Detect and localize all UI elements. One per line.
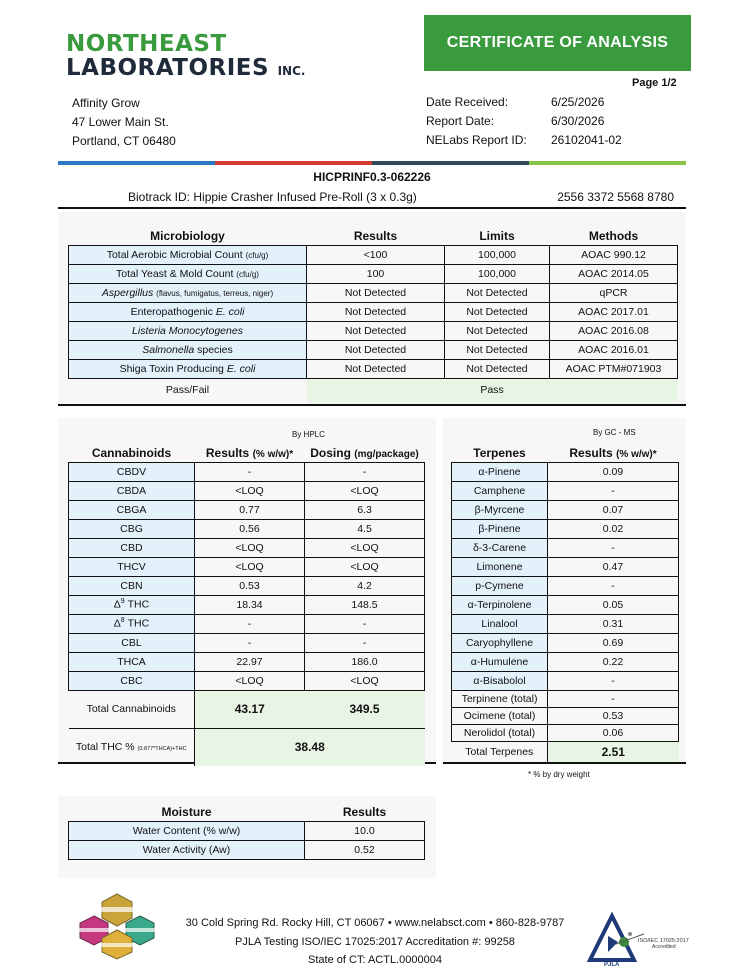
table-row (452, 538, 679, 557)
terp-name: β-Myrcene (452, 500, 548, 519)
table-row (69, 462, 425, 481)
terp-subtotal-name: Nerolidol (total) (452, 724, 548, 741)
cann-name: Δ (113, 617, 121, 630)
sample-name: Hippie Crasher Infused Pre-Roll (3 x 0.3g) (193, 190, 417, 204)
micro-header-limits: Limits (445, 227, 550, 245)
hplc-method: By HPLC (292, 430, 325, 439)
micro-method: qPCR (550, 283, 678, 302)
terp-name: Linalool (452, 614, 548, 633)
client-address (72, 94, 176, 151)
total-terpenes-label: Total Terpenes (465, 745, 534, 758)
micro-name: Shiga Toxin Producing (119, 362, 224, 375)
cann-dosing: - (305, 614, 425, 633)
moist-result: 10.0 (305, 821, 425, 840)
micro-limit: Not Detected (445, 302, 550, 321)
cann-name: CBG (69, 519, 195, 538)
terp-name: Caryophyllene (452, 633, 548, 652)
cann-header-results: Results (205, 445, 250, 460)
report-date-label: Report Date: (426, 114, 495, 128)
micro-name-em: E. coli (226, 362, 256, 375)
table-row (69, 359, 678, 378)
terp-result: 0.02 (548, 519, 679, 538)
table-row (69, 595, 425, 614)
terp-result: 0.05 (548, 595, 679, 614)
micro-limit: Not Detected (445, 359, 550, 378)
cann-dosing: 186.0 (305, 652, 425, 671)
cann-result: <LOQ (195, 557, 305, 576)
table-row (452, 707, 679, 724)
date-received-value: 6/25/2026 (551, 95, 605, 109)
cann-name: CBDV (69, 462, 195, 481)
biotrack-label: Biotrack ID: (128, 190, 191, 204)
client-city: Portland, CT 06480 (72, 134, 176, 148)
total-thc-row (69, 728, 425, 766)
terp-result: 0.22 (548, 652, 679, 671)
cann-dosing: - (305, 633, 425, 652)
terp-name: δ-3-Carene (452, 538, 548, 557)
cann-result: - (195, 633, 305, 652)
table-row (69, 264, 678, 283)
micro-result: Not Detected (307, 302, 445, 321)
table-row (452, 481, 679, 500)
moist-result: 0.52 (305, 840, 425, 859)
micro-method: AOAC 2016.01 (550, 340, 678, 359)
cann-dosing: <LOQ (305, 481, 425, 500)
micro-header-name: Microbiology (69, 227, 307, 245)
sample-info (58, 165, 686, 209)
total-cannabinoids-dosing: 349.5 (305, 690, 425, 728)
company-logo (66, 32, 305, 83)
cann-name: THCV (69, 557, 195, 576)
date-received-label: Date Received: (426, 95, 509, 109)
cann-header-results-unit: (% w/w)* (252, 448, 294, 460)
terp-result: 0.47 (548, 557, 679, 576)
table-row (69, 481, 425, 500)
table-row (452, 633, 679, 652)
moist-header-results: Results (305, 803, 425, 821)
cann-result: <LOQ (195, 481, 305, 500)
terp-name: α-Pinene (452, 462, 548, 481)
moist-name: Water Activity (Aw) (69, 840, 305, 859)
document-title: CERTIFICATE OF ANALYSIS (424, 15, 691, 71)
footer-accreditation: PJLA Testing ISO/IEC 17025:2017 Accreditation #: 99258 (235, 935, 515, 948)
micro-name: Salmonella (142, 343, 195, 356)
table-row (69, 576, 425, 595)
cann-dosing: 6.3 (305, 500, 425, 519)
table-row (452, 462, 679, 481)
footer-address: 30 Cold Spring Rd. Rocky Hill, CT 06067 • www.nelabsct.com • 860-828-9787 (185, 917, 565, 929)
total-cannabinoids-result: 43.17 (195, 690, 305, 728)
table-row (69, 340, 678, 359)
client-street: 47 Lower Main St. (72, 115, 169, 129)
cann-name: THCA (69, 652, 195, 671)
terp-name: α-Humulene (452, 652, 548, 671)
total-cannabinoids-label: Total Cannabinoids (69, 690, 195, 728)
table-row (452, 576, 679, 595)
terp-name: α-Bisabolol (452, 671, 548, 690)
cann-dosing: 148.5 (305, 595, 425, 614)
cann-name: CBN (69, 576, 195, 595)
terp-subtotal-result: 0.06 (548, 724, 679, 741)
micro-name: Listeria Monocytogenes (132, 324, 243, 337)
table-row (452, 500, 679, 519)
micro-result: Not Detected (307, 321, 445, 340)
table-row (69, 519, 425, 538)
micro-name: Enteropathogenic (130, 305, 213, 318)
terp-subtotal-name: Ocimene (total) (452, 707, 548, 724)
cann-header-dosing-unit: (mg/package) (354, 448, 419, 460)
micro-limit: 100,000 (445, 264, 550, 283)
table-row (452, 519, 679, 538)
micro-header-methods: Methods (550, 227, 678, 245)
microbiology-table (68, 227, 678, 402)
micro-result: Not Detected (307, 340, 445, 359)
moist-name: Water Content (% w/w) (69, 821, 305, 840)
micro-method: AOAC 2016.08 (550, 321, 678, 340)
gcms-method: By GC - MS (593, 428, 636, 437)
table-row (452, 690, 679, 707)
logo-line2: LABORATORIES (66, 55, 270, 81)
micro-name: Total Aerobic Microbial Count (106, 248, 243, 261)
terp-result: 0.09 (548, 462, 679, 481)
cann-result: - (195, 462, 305, 481)
cann-name: CBD (69, 538, 195, 557)
micro-method: AOAC 2014.05 (550, 264, 678, 283)
pjla-accreditation-icon (586, 912, 696, 967)
table-row (69, 671, 425, 690)
terp-header-name: Terpenes (452, 444, 548, 462)
cann-result: 0.77 (195, 500, 305, 519)
total-thc-formula: (0.877*THCA)+THC (137, 746, 187, 753)
cann-name: CBC (69, 671, 195, 690)
table-row (69, 302, 678, 321)
terp-subtotal-result: 0.53 (548, 707, 679, 724)
client-name: Affinity Grow (72, 96, 140, 110)
cann-dosing: 4.2 (305, 576, 425, 595)
micro-limit: 100,000 (445, 245, 550, 264)
table-row (452, 595, 679, 614)
micro-name-em: E. coli (215, 305, 245, 318)
terp-subtotal-result: - (548, 690, 679, 707)
passfail-row (69, 378, 678, 402)
report-id-value: 26102041-02 (551, 133, 622, 147)
logo-line1: NORTHEAST (66, 31, 227, 57)
dry-weight-note: * % by dry weight (528, 770, 590, 779)
table-row (452, 652, 679, 671)
cann-result: <LOQ (195, 671, 305, 690)
micro-result: Not Detected (307, 283, 445, 302)
cann-dosing: - (305, 462, 425, 481)
table-row (69, 614, 425, 633)
micro-result: 100 (307, 264, 445, 283)
table-row (452, 671, 679, 690)
terp-name: α-Terpinolene (452, 595, 548, 614)
micro-name: Aspergillus (101, 286, 154, 299)
table-row (69, 557, 425, 576)
cannabinoids-table (68, 444, 425, 766)
terp-result: 0.69 (548, 633, 679, 652)
cann-name: CBL (69, 633, 195, 652)
micro-limit: Not Detected (445, 340, 550, 359)
micro-unit: (cfu/g) (245, 250, 269, 260)
micro-result: <100 (307, 245, 445, 264)
table-row (69, 633, 425, 652)
terp-result: - (548, 481, 679, 500)
terp-subtotal-name: Terpinene (total) (452, 690, 548, 707)
terpenes-table (451, 444, 679, 762)
cann-dosing: <LOQ (305, 538, 425, 557)
micro-header-results: Results (307, 227, 445, 245)
total-terpenes-row (452, 741, 679, 762)
micro-method: AOAC 2017.01 (550, 302, 678, 321)
pjla-label: PJLA (604, 962, 620, 967)
accred-sub: Accredited (652, 944, 676, 950)
micro-limit: Not Detected (445, 283, 550, 302)
terp-result: - (548, 576, 679, 595)
table-row (69, 500, 425, 519)
table-row (452, 614, 679, 633)
moist-header-name: Moisture (69, 803, 305, 821)
table-row (452, 724, 679, 741)
page-number: Page 1/2 (632, 77, 677, 89)
total-thc-value: 38.48 (195, 728, 425, 766)
table-row (69, 652, 425, 671)
terp-result: - (548, 671, 679, 690)
cann-header-dosing: Dosing (310, 445, 351, 460)
cann-name: Δ (113, 598, 121, 611)
table-row (69, 821, 425, 840)
cann-dosing: <LOQ (305, 557, 425, 576)
table-row (69, 283, 678, 302)
report-id-label: NELabs Report ID: (426, 133, 527, 147)
report-info (426, 93, 622, 150)
table-row (69, 245, 678, 264)
micro-unit: (flavus, fumigatus, terreus, niger) (156, 288, 274, 298)
micro-method: AOAC PTM#071903 (550, 359, 678, 378)
terp-name: Limonene (452, 557, 548, 576)
total-thc-label: Total THC % (75, 741, 135, 754)
micro-name-suffix: species (197, 343, 233, 356)
terp-name: β-Pinene (452, 519, 548, 538)
cann-name: CBGA (69, 500, 195, 519)
terp-name: p-Cymene (452, 576, 548, 595)
terp-name: Camphene (452, 481, 548, 500)
micro-unit: (cfu/g) (236, 269, 259, 279)
cann-result: <LOQ (195, 538, 305, 557)
micro-method: AOAC 990.12 (550, 245, 678, 264)
cann-sup: 8 (120, 617, 125, 625)
biotrack-number: 2556 3372 5568 8780 (557, 190, 674, 204)
terp-result: - (548, 538, 679, 557)
cann-result: 18.34 (195, 595, 305, 614)
logo-inc: INC. (277, 64, 306, 78)
passfail-label: Pass/Fail (165, 384, 210, 397)
total-cannabinoids-row (69, 690, 425, 728)
cann-result: 0.56 (195, 519, 305, 538)
cann-name: CBDA (69, 481, 195, 500)
cann-sup: 9 (120, 598, 125, 606)
cann-name-after: THC (124, 598, 150, 611)
micro-limit: Not Detected (445, 321, 550, 340)
terp-result: 0.31 (548, 614, 679, 633)
micro-name: Total Yeast & Mold Count (116, 267, 234, 280)
cann-dosing: 4.5 (305, 519, 425, 538)
terp-result: 0.07 (548, 500, 679, 519)
table-row (69, 538, 425, 557)
report-date-value: 6/30/2026 (551, 114, 605, 128)
terp-header-results: Results (569, 445, 613, 460)
table-row (452, 557, 679, 576)
cann-dosing: <LOQ (305, 671, 425, 690)
total-terpenes-value: 2.51 (548, 741, 679, 762)
sample-id: HICPRINF0.3-062226 (313, 170, 431, 184)
accred-standard: ISO/IEC 17025:2017 (638, 938, 689, 944)
cann-header-name: Cannabinoids (69, 444, 195, 462)
table-row (69, 321, 678, 340)
passfail-value: Pass (307, 378, 678, 402)
micro-result: Not Detected (307, 359, 445, 378)
moisture-table (68, 803, 425, 860)
cann-name-after: THC (124, 617, 150, 630)
cann-result: 22.97 (195, 652, 305, 671)
table-row (69, 840, 425, 859)
footer-state-license: State of CT: ACTL.0000004 (308, 954, 442, 966)
terp-header-results-unit: (% w/w)* (616, 448, 657, 460)
cann-result: - (195, 614, 305, 633)
cann-result: 0.53 (195, 576, 305, 595)
